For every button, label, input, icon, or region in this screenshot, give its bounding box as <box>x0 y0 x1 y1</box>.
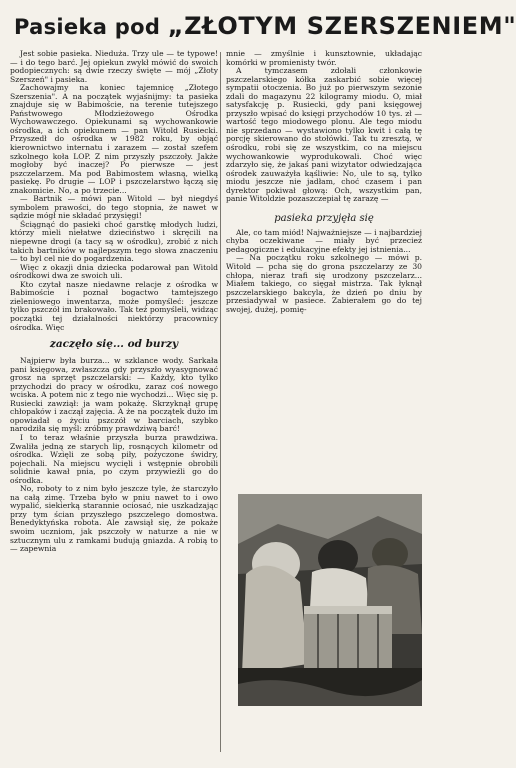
paragraph: No, roboty to z nim było jeszcze tyle, że starczyło na całą zimę. Trzeba było w pniu nawet to i owo wypalić, siekierką starannie ociosać, nie uszkadzając przy tym ścian przyszłego pszczelego domostwa. Benedyktyńska robota. Ale zawsiął się, że pokaże swoim uczniom, jak pszczoły w naturze a nie w sztucznym ulu z ramkami budują gniazda. A robią to — zapewnia <box>10 484 218 554</box>
paragraph: Ściągnąć do pasieki choć garstkę młodych ludzi, którzy mieli niełatwe dzieciństwo i skręcili na niepewne drogi (a tacy są w ośrodku), zrobić z nich takich bartników w najlepszym tego słowa znaczeniu — to byl cel nie do pogardzenia. <box>10 219 218 264</box>
title-part-2: „ZŁOTYM SZERSZENIEM" <box>167 12 516 40</box>
paragraph: Zachowajmy na koniec tajemnicę „Złotego Szerszenia". A na początek wyjaśnijmy: ta pasieka znajduje się w Babimoście, na terenie tutejszego Państwowego Młodzieżowego Ośrodka Wychowawczego. Opiekunami są wychowankowie ośrodka, a ich opiekunem — pan Witold Rusiecki. Przyszedł do ośrodka w 1982 roku, by objąć kierownictwo internatu i zarazem — został szefem szkolnego koła LOP. Z nim przyszły pszczoły. Jakże mogłoby być inaczej? Po pierwsze — jest pszczelarzem. Ma pod Babimostem własną, wielką pasiekę. Po drugie — LOP i pszczelarstwo łączą się znakomicie. No, a po trzecie... <box>10 83 218 195</box>
subheading-apiary-accepted: pasieka przyjęła się <box>274 212 374 224</box>
article-title <box>14 6 516 46</box>
paragraph: Jest sobie pasieka. Nieduża. Trzy ule — te typowe! — i do tego barć. Jej opiekun zwykł mówić do swoich podopiecznych: są dwie rzeczy święte — mój „Złoty Szerszeń" i pasieka. <box>10 49 218 84</box>
paragraph: Ale, co tam miód! Najważniejsze — i najbardziej chyba oczekiwane — miały być przecież pedagogiczne i edukacyjne efekty jej istnienia... <box>226 227 422 254</box>
paragraph: Najpierw była burza... w szklance wody. Sarkała pani księgowa, zwłaszcza gdy przyszło wyasygnować grosz na sprzęt pszczelarski: — Każdy, kto tylko przychodzi do pracy w ośrodku, zaraz coś nowego wciska. A potem nic z tego nie wychodzi... Więc się p. Rusiecki zawziął: ja wam pokażę. Skrzyknął grupę chłopaków i zaczął zajęcia. A że na początek dużo im opowiadał o życiu pszczół w barciach, szybko narodziła się myśl: zróbmy prawdziwą barć! <box>10 356 218 434</box>
paragraph: A tymczasem zdołali członkowie pszczelarskiego kółka zaskarbić sobie więcej sympatii otoczenia. Bo już po pierwszym sezonie zdali do magazynu 22 kilogramy miodu. O, miał satysfakcję p. Rusiecki, gdy pani księgowej przyszło wpisać do księgi przychodów 10 tys. zł — wartość tego miodowego plonu. Ale tego miodu nie sprzedano — wystawiono tylko kwit i całą tę porcję skierowano do stołówki. Tak tu zresztą, w ośrodku, robi się ze wszystkim, co na miejscu wychowankowie wyprodukowali. Choć więc zdarzyło się, że jakaś pani wizytator odwiedzająca ośrodek zauważyła kąśliwie: No, ule to są, tylko miodu jeszcze nie jadłam, choć czasem i pan dyrektor pokiwał głową: Och, wszystkim pan, panie Witoldzie pozaszczepiał tę zarazę — <box>226 66 422 204</box>
paragraph: — Na początku roku szkolnego — mówi p. Witold — pcha się do grona pszczelarzy ze 30 chłopa, nieraz trafi się urodzony pszczelarz... Miałem takiego, co sięgał mistrza. Tak łyknął pszczelarskiego bakcyla, że dzień po dniu by przesiadywał w pasiece. Zabierałem go do tej swojej, dużej, pomię- <box>226 253 422 314</box>
subheading-started-with-storm: zaczęło się... od burzy <box>49 338 179 351</box>
right-column <box>226 50 422 450</box>
beekeepers-photo <box>238 494 422 706</box>
left-column <box>10 50 218 762</box>
paragraph: Więc z okazji dnia dziecka podarował pan Witold ośrodkowi dwa ze swoich uli. <box>10 262 218 281</box>
column-divider <box>220 52 221 752</box>
paragraph: Kto czytał nasze niedawne relacje z ośrodka w Babimoście i poznał bogactwo tamtejszego zieleniowego inwentarza, może pomyśleć: jeszcze tylko pszczół im brakowało. Tak też pomyśleli, widząc początki tej działalności niektórzy pracownicy ośrodka. Więc <box>10 279 218 332</box>
title-part-1: Pasieka pod <box>14 15 168 39</box>
paragraph: mnie — zmyślnie i kunsztownie, układając komórki w promienisty twór. <box>226 49 422 67</box>
paragraph: I to teraz właśnie przyszła burza prawdziwa. Zwaliła jedną ze starych lip, rosnących kilometr od ośrodka. Wzięli ze sobą piły, pożyczone świdry, pojechali. Na miejscu wycięli i wstępnie obrobili solidnie kawał pnia, po czym przywieźli go do ośrodka. <box>10 432 218 485</box>
paragraph: — Bartnik — mówi pan Witold — był niegdyś symbolem prawości, do tego stopnia, że nawet w sądzie mógł nie składać przysięgi! <box>10 194 218 221</box>
